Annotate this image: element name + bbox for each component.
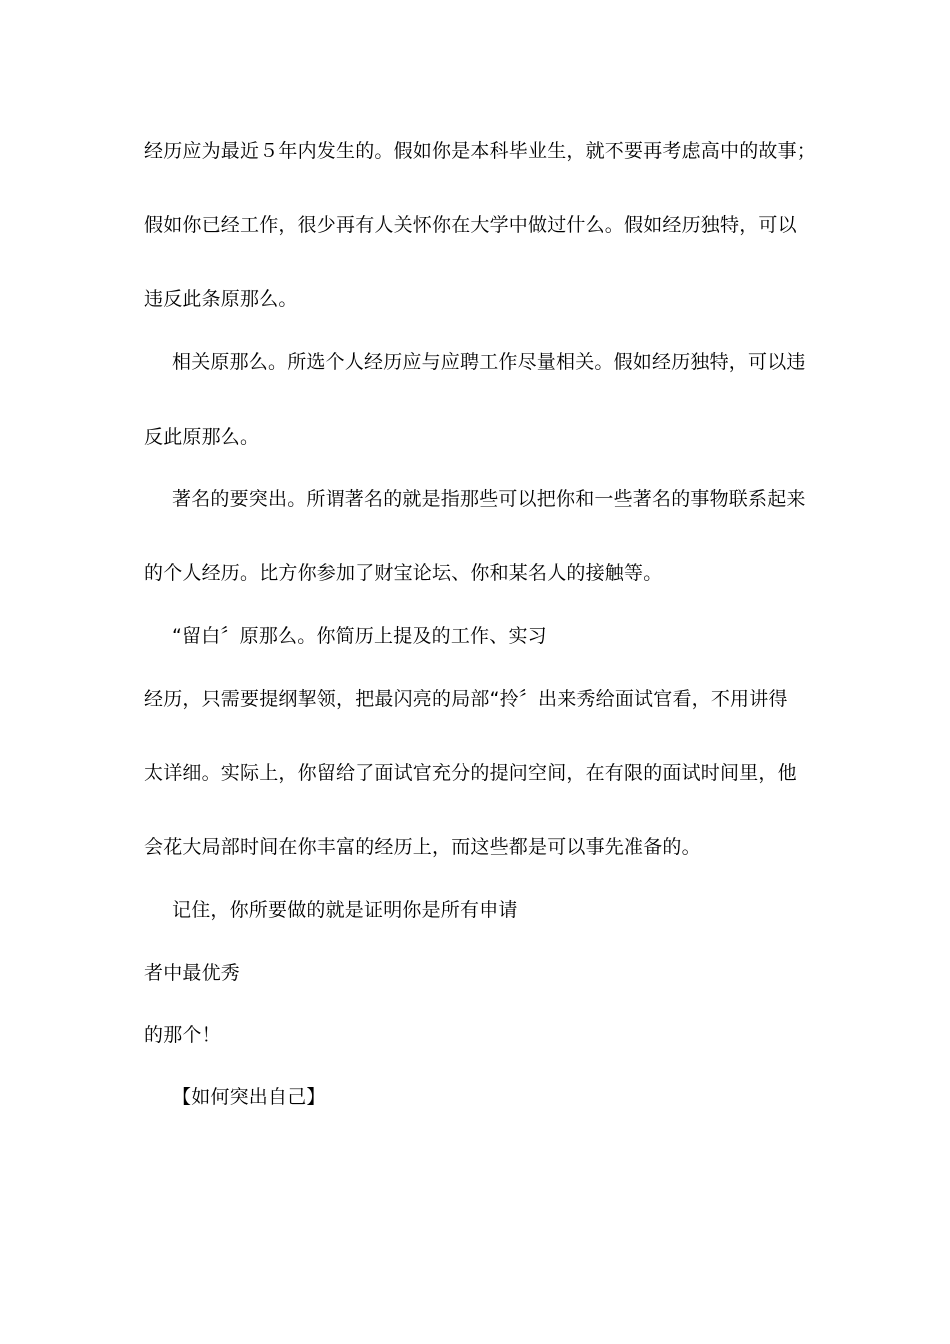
text-line: “留白〞原那么。你简历上提及的工作、实习	[172, 625, 547, 647]
text-line: 经历应为最近５年内发生的。假如你是本科毕业生，就不要再考虑高中的故事；	[144, 140, 817, 162]
section-heading: 【如何突出自己】	[172, 1086, 326, 1108]
text-line: 假如你已经工作，很少再有人关怀你在大学中做过什么。假如经历独特，可以	[144, 214, 797, 236]
text-line: 会花大局部时间在你丰富的经历上，而这些都是可以事先准备的。	[144, 836, 701, 858]
text-line: 的个人经历。比方你参加了财宝论坛、你和某名人的接触等。	[144, 562, 663, 584]
text-line: 的那个！	[144, 1024, 221, 1046]
text-line: 违反此条原那么。	[144, 288, 298, 310]
text-line: 反此原那么。	[144, 426, 260, 448]
text-line: 相关原那么。所选个人经历应与应聘工作尽量相关。假如经历独特，可以违	[172, 351, 806, 373]
text-line: 者中最优秀	[144, 962, 241, 984]
text-line: 记住，你所要做的就是证明你是所有申请	[172, 899, 518, 921]
text-line: 太详细。实际上，你留给了面试官充分的提问空间，在有限的面试时间里，他	[144, 762, 797, 784]
text-line: 经历，只需要提纲挈领，把最闪亮的局部“拎〞出来秀给面试官看，不用讲得	[144, 688, 788, 710]
text-line: 著名的要突出。所谓著名的就是指那些可以把你和一些著名的事物联系起来	[172, 488, 806, 510]
